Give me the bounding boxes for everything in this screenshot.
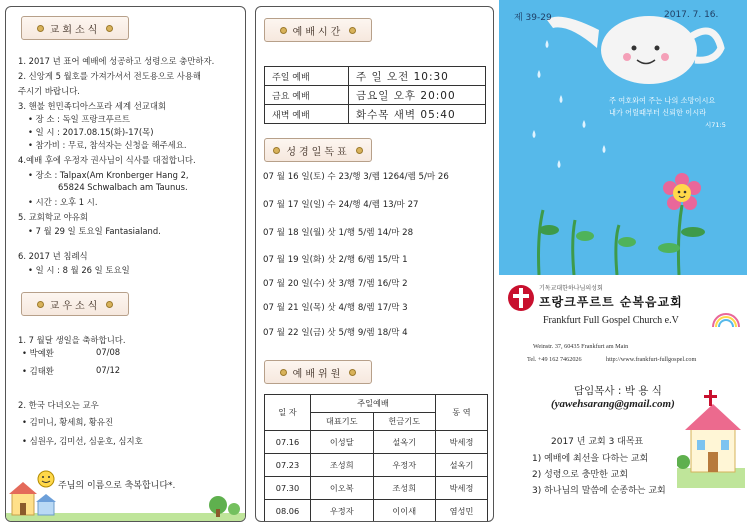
service-time: 주 일 오전 10:30 <box>349 67 486 86</box>
bible-reading-title: 성경일독표 <box>286 146 350 158</box>
duty-prayer: 이성달 <box>311 431 374 454</box>
duty-prayer: 조성희 <box>311 454 374 477</box>
bible-reading-row: 07 월 20 일(수) 삿 3/행 7/렘 16/막 2 <box>263 279 408 289</box>
duty-date: 07.23 <box>265 454 311 477</box>
table-header-row <box>265 395 488 413</box>
bullet-icon <box>106 301 113 308</box>
church-news-panel <box>5 6 246 522</box>
birthday-name: 박예환 <box>29 348 54 358</box>
duty-offering: 조성희 <box>373 477 436 500</box>
duty-offering: 이이새 <box>373 500 436 523</box>
news-item: • 참가비 : 무료, 참석자는 신청을 해주세요. <box>28 140 187 150</box>
news-item: • 장소 : Talpax(Am Kronberger Hang 2, <box>28 170 189 180</box>
service-name: 금요 예배 <box>265 86 349 105</box>
bullet-icon <box>349 369 356 376</box>
table-row <box>265 477 488 500</box>
news-item: 2. 신앙게 5 월호를 가져가셔서 전도용으로 사용해 <box>18 71 202 81</box>
duty-date: 07.30 <box>265 477 311 500</box>
verse-reference: 시71:5 <box>705 121 726 129</box>
news-item: 3. 핸불 헌민족디아스포라 세계 선교대회 <box>18 101 167 111</box>
duty-prayer: 이오복 <box>311 477 374 500</box>
rainbow-icon <box>711 312 741 328</box>
bullet-icon <box>106 25 113 32</box>
table-row <box>265 500 488 523</box>
column-header-usher: 동 역 <box>436 395 488 431</box>
bullet-icon <box>280 369 287 376</box>
bible-reading-heading <box>264 138 372 162</box>
bible-reading-row: 07 월 22 일(금) 삿 5/행 9/렘 18/막 4 <box>263 328 408 338</box>
church-name-korean: 프랑크푸르트 순복음교회 <box>539 295 683 309</box>
church-goal: 2) 성령으로 충만한 교회 <box>532 470 629 480</box>
birthday-heading: 1. 7 월달 생일을 축하합니다. <box>18 335 126 345</box>
worship-staff-title: 예배위원 <box>292 368 344 380</box>
news-item: • 7 월 29 일 토요일 Fantasialand. <box>28 226 161 236</box>
visitor-row: • 심원우, 김미선, 심윤호, 심지호 <box>22 436 143 446</box>
news-item: • 일 시 : 8 월 26 일 토요일 <box>28 265 130 275</box>
birthday-date: 07/08 <box>96 347 121 357</box>
table-row <box>265 86 486 105</box>
duty-date: 07.16 <box>265 431 311 454</box>
worship-staff-heading <box>264 360 372 384</box>
bible-reading-row: 07 월 17 일(일) 수 24/행 4/렘 13/마 27 <box>263 200 419 210</box>
birthday-name: 김태환 <box>29 366 54 376</box>
church-denomination: 기독교대한하나님의성회 <box>539 285 603 292</box>
pastor-name: 담임목사 : 박 용 식 <box>574 385 662 397</box>
duty-usher: 설옥기 <box>436 454 488 477</box>
verse-line-2: 내가 어릴때부터 신뢰한 이시라 <box>609 108 707 117</box>
bullet-icon <box>349 27 356 34</box>
church-logo-icon <box>506 283 536 313</box>
church-goal: 1) 예배에 최선을 다하는 교회 <box>532 454 649 464</box>
worship-time-table <box>264 66 486 124</box>
bullet-icon <box>356 147 363 154</box>
birthday-date: 07/12 <box>96 365 121 375</box>
news-item: 1. 2017 년 표어 예배에 성공하고 성령으로 충만하자. <box>18 56 215 66</box>
church-news-title: 교회소식 <box>49 24 101 36</box>
visitor-row: • 김미니, 황세희, 황유진 <box>22 417 114 427</box>
church-goals-title: 2017 년 교회 3 대목표 <box>551 437 644 447</box>
bulletin-date: 2017. 7. 16. <box>664 10 719 20</box>
bullet-icon <box>37 25 44 32</box>
table-row <box>265 454 488 477</box>
worship-staff-table <box>264 394 488 522</box>
news-item: • 일 시 : 2017.08.15(화)-17(목) <box>28 127 154 137</box>
duty-offering: 설옥기 <box>373 431 436 454</box>
member-news-title: 교우소식 <box>49 300 101 312</box>
church-name-english: Frankfurt Full Gospel Church e.V <box>543 315 679 326</box>
duty-usher: 염성민 <box>436 500 488 523</box>
news-item: 4.예배 후에 우정자 권사님이 식사를 대접합니다. <box>18 155 196 165</box>
bullet-icon <box>37 301 44 308</box>
column-header-sunday: 주일예배 <box>311 395 436 413</box>
bible-reading-row: 07 월 18 일(월) 삿 1/행 5/렘 14/마 28 <box>263 228 414 238</box>
column-header-offering: 헌금기도 <box>373 413 436 431</box>
bible-reading-row: 07 월 19 일(화) 삿 2/행 6/렘 15/막 1 <box>263 255 408 265</box>
cover-panel <box>499 0 747 530</box>
member-news-heading <box>21 292 129 316</box>
issue-number: 제 39-29 <box>514 13 552 23</box>
village-illustration <box>6 479 246 522</box>
duty-prayer: 우정자 <box>311 500 374 523</box>
verse-line-1: 주 여호와여 주는 나의 소망이시요 <box>609 96 716 105</box>
bullet-icon <box>273 147 280 154</box>
column-header-date: 일 자 <box>265 395 311 431</box>
table-row <box>265 431 488 454</box>
news-item: 5. 교회학교 야유회 <box>18 212 88 222</box>
birthday-row: • 박예환 <box>22 348 54 358</box>
cover-illustration <box>499 0 747 275</box>
column-header-prayer: 대표기도 <box>311 413 374 431</box>
duty-offering: 우정자 <box>373 454 436 477</box>
news-item: 6. 2017 년 침례식 <box>18 251 88 261</box>
service-time: 화수목 새벽 05:40 <box>349 105 486 124</box>
church-address: Weinstr. 37, 60435 Frankfurt am Main <box>533 343 629 350</box>
bullet-icon <box>280 27 287 34</box>
blessing-text: 주님의 이름으로 축복합니다*. <box>58 481 176 491</box>
service-time: 금요일 오후 20:00 <box>349 86 486 105</box>
church-goal: 3) 하나님의 말씀에 순종하는 교회 <box>532 486 666 496</box>
news-item: 주시기 바랍니다. <box>18 86 80 96</box>
duty-usher: 박세정 <box>436 431 488 454</box>
worship-time-title: 예배시간 <box>292 26 344 38</box>
table-row <box>265 105 486 124</box>
church-news-heading <box>21 16 129 40</box>
church-phone: Tel. +49 162 7462026 <box>527 356 582 363</box>
duty-usher: 박세정 <box>436 477 488 500</box>
birthday-row: • 김태환 <box>22 366 54 376</box>
worship-time-heading <box>264 18 372 42</box>
news-item: • 시간 : 오후 1 시. <box>28 197 98 207</box>
bible-reading-row: 07 월 21 일(목) 삿 4/행 8/렘 17/막 3 <box>263 303 408 313</box>
church-website[interactable]: http://www.frankfurt-fullgospel.com <box>606 356 697 363</box>
pastor-email[interactable]: (yawehsarang@gmail.com) <box>551 398 675 410</box>
worship-panel <box>255 6 494 522</box>
visit-heading: 2. 한국 다녀오는 교우 <box>18 400 99 410</box>
church-building-illustration <box>677 388 745 488</box>
bible-reading-row: 07 월 16 일(토) 수 23/행 3/렘 1264/렘 5/마 26 <box>263 172 449 182</box>
news-item: • 장 소 : 독일 프랑크푸르트 <box>28 114 130 124</box>
service-name: 주일 예배 <box>265 67 349 86</box>
table-row <box>265 67 486 86</box>
duty-date: 08.06 <box>265 500 311 523</box>
service-name: 새벽 예배 <box>265 105 349 124</box>
news-item: 65824 Schwalbach am Taunus. <box>58 182 188 192</box>
